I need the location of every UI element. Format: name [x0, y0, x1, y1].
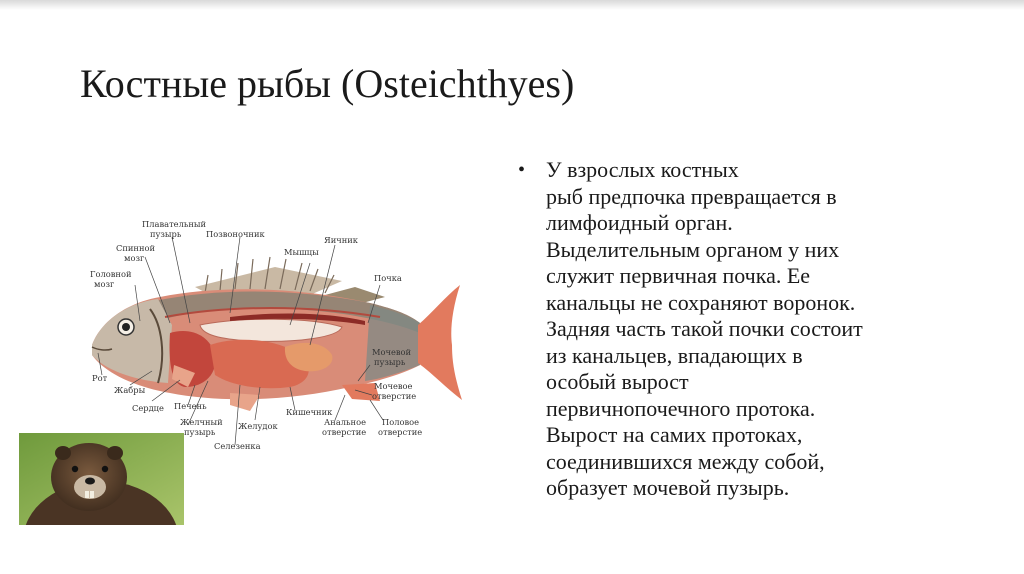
slide-title: Костные рыбы (Osteichthyes): [80, 61, 575, 106]
label-ovary: Яичник: [324, 235, 358, 245]
label-spine: Позвоночник: [206, 229, 265, 239]
label-heart: Сердце: [132, 403, 164, 413]
label-anal-1: Анальное: [324, 417, 366, 427]
bullet-line: служит первичная почка. Ее: [546, 263, 811, 288]
label-gills: Жабры: [114, 385, 146, 395]
label-anal-2: отверстие: [322, 427, 367, 437]
bullet-line: рыб предпочка превращается в: [546, 183, 837, 209]
label-gall-1: Желчный: [180, 417, 223, 427]
label-brain-2: мозг: [94, 279, 115, 289]
fish-pupil: [122, 323, 130, 331]
bullet-line: Задняя часть такой почки состоит: [546, 316, 863, 341]
label-kidney: Почка: [374, 273, 402, 283]
label-gall-2: пузырь: [184, 427, 216, 437]
label-spleen: Селезенка: [214, 441, 261, 451]
label-liver: Печень: [174, 401, 207, 411]
marmot-tooth-left: [85, 491, 89, 498]
bullet-text: [546, 157, 863, 502]
marmot-ear-left: [55, 446, 71, 460]
marmot-eye-right: [102, 466, 108, 472]
marmot-photo: [19, 433, 184, 525]
label-brain-1: Головной: [90, 269, 132, 279]
marmot-eye-left: [72, 466, 78, 472]
bullet-line: образует мочевой пузырь.: [546, 475, 790, 500]
bullet-line: У взрослых костных: [546, 157, 739, 182]
label-urinary-1: Мочевое: [374, 381, 413, 391]
tail-fin: [418, 285, 462, 400]
label-genital-2: отверстие: [378, 427, 423, 437]
label-muscles: Мышцы: [284, 247, 319, 257]
label-stomach: Желудок: [238, 421, 278, 431]
bullet-marker: •: [518, 159, 526, 181]
label-bladder-1: Мочевой: [372, 347, 412, 357]
bullet-line: из канальцев, впадающих в: [546, 342, 803, 368]
bullet-line: соединившихся между собой,: [546, 448, 825, 474]
label-urinary-2: отверстие: [372, 391, 417, 401]
bullet-line: особый вырост: [546, 369, 689, 394]
label-bladder-2: пузырь: [374, 357, 406, 367]
bullet-line: Вырост на самих протоках,: [546, 422, 803, 447]
label-swim-bladder-2: пузырь: [150, 229, 182, 239]
marmot-ear-right: [107, 446, 123, 460]
label-spinal-cord-2: мозг: [124, 253, 145, 263]
pelvic-fin: [230, 393, 260, 411]
dorsal-fin: [195, 257, 342, 295]
fish-anatomy-diagram: [80, 205, 480, 460]
top-edge-shadow: [0, 0, 1024, 10]
label-genital-1: Половое: [382, 417, 420, 427]
bullet-line: Выделительным органом у них: [546, 236, 840, 262]
bullet-line: лимфоидный орган.: [546, 210, 733, 235]
marmot-nose: [85, 478, 95, 485]
label-intestine: Кишечник: [286, 407, 333, 417]
bullet-line: первичнопочечного протока.: [546, 395, 816, 421]
bullet-line: канальцы не сохраняют воронок.: [546, 289, 856, 315]
label-swim-bladder-1: Плавательный: [142, 219, 207, 229]
marmot-tooth-right: [90, 491, 94, 498]
label-spinal-cord-1: Спинной: [116, 243, 155, 253]
label-mouth: Рот: [92, 373, 108, 383]
